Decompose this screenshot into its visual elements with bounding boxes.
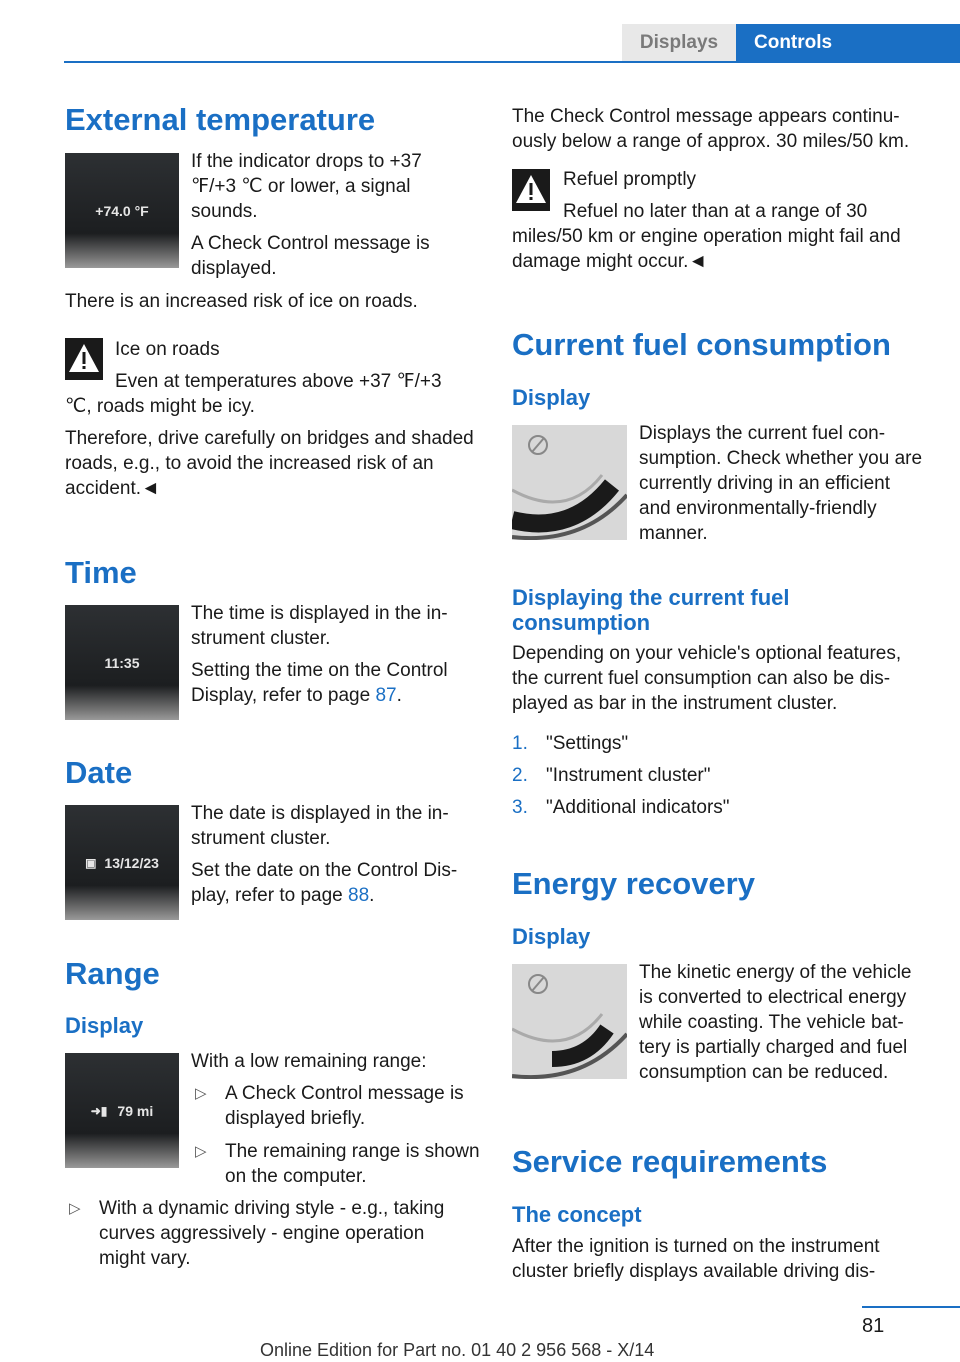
list-item xyxy=(65,1196,475,1271)
energy-display-paragraph: The kinetic energy of the vehicle is converted to electrical energy while coasting. The vehicle battery is partially charged and fuel consumption can be reduced. xyxy=(639,962,912,1083)
fuel-pump-icon: ➜▮ xyxy=(90,1103,108,1118)
fuel-warning-text: Refuel no later than at a range of 30 miles/50 km or engine operation might fail and damage might occur.◄ xyxy=(512,201,901,272)
header-rule xyxy=(64,61,960,63)
time-heading: Time xyxy=(65,555,137,590)
energy-recovery-gauge-image xyxy=(512,964,627,1079)
external-temperature-heading: External temperature xyxy=(65,102,376,137)
list-item xyxy=(512,763,932,788)
time-display-image xyxy=(65,605,179,720)
ext-paragraph-3: There is an increased risk of ice on roads. xyxy=(65,291,418,312)
range-heading: Range xyxy=(65,956,160,991)
check-control-paragraph: The Check Control message appears continuously below a range of approx. 30 miles/50 km. xyxy=(512,106,910,152)
edition-footer: Online Edition for Part no. 01 40 2 956 568 - X/14 xyxy=(260,1340,655,1360)
range-display-subheading: Display xyxy=(65,1013,144,1038)
ice-warning-text-2: Therefore, drive carefully on bridges and shaded roads, e.g., to avoid the increased risk of an accident.◄ xyxy=(65,428,474,499)
fuel-consumption-gauge-image xyxy=(512,425,627,540)
list-item xyxy=(512,795,932,820)
energy-recovery-heading: Energy recovery xyxy=(512,866,755,901)
displaying-fuel-subheading: Displaying the current fuel consumption xyxy=(512,585,790,636)
date-display-value: 13/12/23 xyxy=(104,854,159,871)
temperature-display-value: +74.0 °F xyxy=(95,202,149,219)
date-paragraph-2-text: Set the date on the Control Display, refer to page xyxy=(191,860,458,906)
current-fuel-consumption-heading: Current fuel consumption xyxy=(512,327,891,362)
tab-displays[interactable]: Displays xyxy=(622,24,736,62)
energy-display-subheading: Display xyxy=(512,924,591,949)
time-paragraph-2: Setting the time on the Control Display, refer to page 87. xyxy=(191,660,448,706)
page-87-link[interactable]: 87 xyxy=(375,685,397,706)
range-bullet-3-text: With a dynamic driving style - e.g., taking curves aggressively - engine operation might vary. xyxy=(99,1198,445,1269)
list-item xyxy=(191,1139,481,1189)
range-display-value: 79 mi xyxy=(117,1102,154,1119)
list-item xyxy=(191,1081,481,1131)
range-sublist xyxy=(191,1081,481,1197)
service-concept-paragraph: After the ignition is turned on the instrument cluster briefly displays available driving dis- xyxy=(512,1236,880,1282)
ext-paragraph-1: If the indicator drops to +37 ℉/+3 ℃ or lower, a signal sounds. xyxy=(191,151,422,222)
page-88-link[interactable]: 88 xyxy=(348,885,370,906)
calendar-icon: ▣ xyxy=(85,855,97,870)
footer-rule xyxy=(862,1306,960,1308)
settings-steps-list xyxy=(512,731,932,827)
temperature-display-image xyxy=(65,153,179,268)
step-number: 2. xyxy=(512,765,528,786)
fuel-display-subheading: Display xyxy=(512,385,591,410)
bullet-triangle-icon: ▷ xyxy=(195,1085,207,1102)
step-text: "Settings" xyxy=(546,733,629,754)
ext-paragraph-2: A Check Control message is displayed. xyxy=(191,233,430,279)
bullet-triangle-icon: ▷ xyxy=(195,1143,207,1160)
range-bullet-2-text: The remaining range is shown on the computer. xyxy=(225,1141,480,1187)
list-item xyxy=(512,731,932,756)
concept-subheading: The concept xyxy=(512,1202,642,1227)
ice-warning-title: Ice on roads xyxy=(115,339,220,360)
step-text: "Instrument cluster" xyxy=(546,765,711,786)
step-number: 1. xyxy=(512,733,528,754)
range-display-image xyxy=(65,1053,179,1168)
date-paragraph-2: Set the date on the Control Display, refer to page 88. xyxy=(191,860,458,906)
ice-warning-text: Even at temperatures above +37 ℉/+3 ℃, roads might be icy. xyxy=(65,371,442,417)
range-paragraph-1: With a low remaining range: xyxy=(191,1051,427,1072)
fuel-warning-title: Refuel promptly xyxy=(563,169,697,190)
step-text: "Additional indicators" xyxy=(546,797,730,818)
bullet-triangle-icon: ▷ xyxy=(69,1200,81,1217)
fuel-options-paragraph: Depending on your vehicle's optional features, the current fuel consumption can also be displayed as bar in the instrument cluster. xyxy=(512,643,902,714)
time-paragraph-2-text: Setting the time on the Control Display, refer to page xyxy=(191,660,448,706)
step-number: 3. xyxy=(512,797,528,818)
service-requirements-heading: Service requirements xyxy=(512,1144,828,1179)
date-heading: Date xyxy=(65,755,133,790)
tab-controls[interactable]: Controls xyxy=(736,24,960,62)
date-display-image xyxy=(65,805,179,920)
range-bullet-1-text: A Check Control message is displayed briefly. xyxy=(225,1083,464,1129)
page-number: 81 xyxy=(862,1315,885,1337)
time-paragraph-1: The time is displayed in the instrument cluster. xyxy=(191,603,448,649)
range-list xyxy=(65,1196,475,1279)
time-display-value: 11:35 xyxy=(104,654,140,671)
fuel-display-paragraph: Displays the current fuel consumption. Check whether you are currently driving in an efficient and environmentally-friendly manner. xyxy=(639,423,923,544)
date-paragraph-1: The date is displayed in the instrument cluster. xyxy=(191,803,449,849)
